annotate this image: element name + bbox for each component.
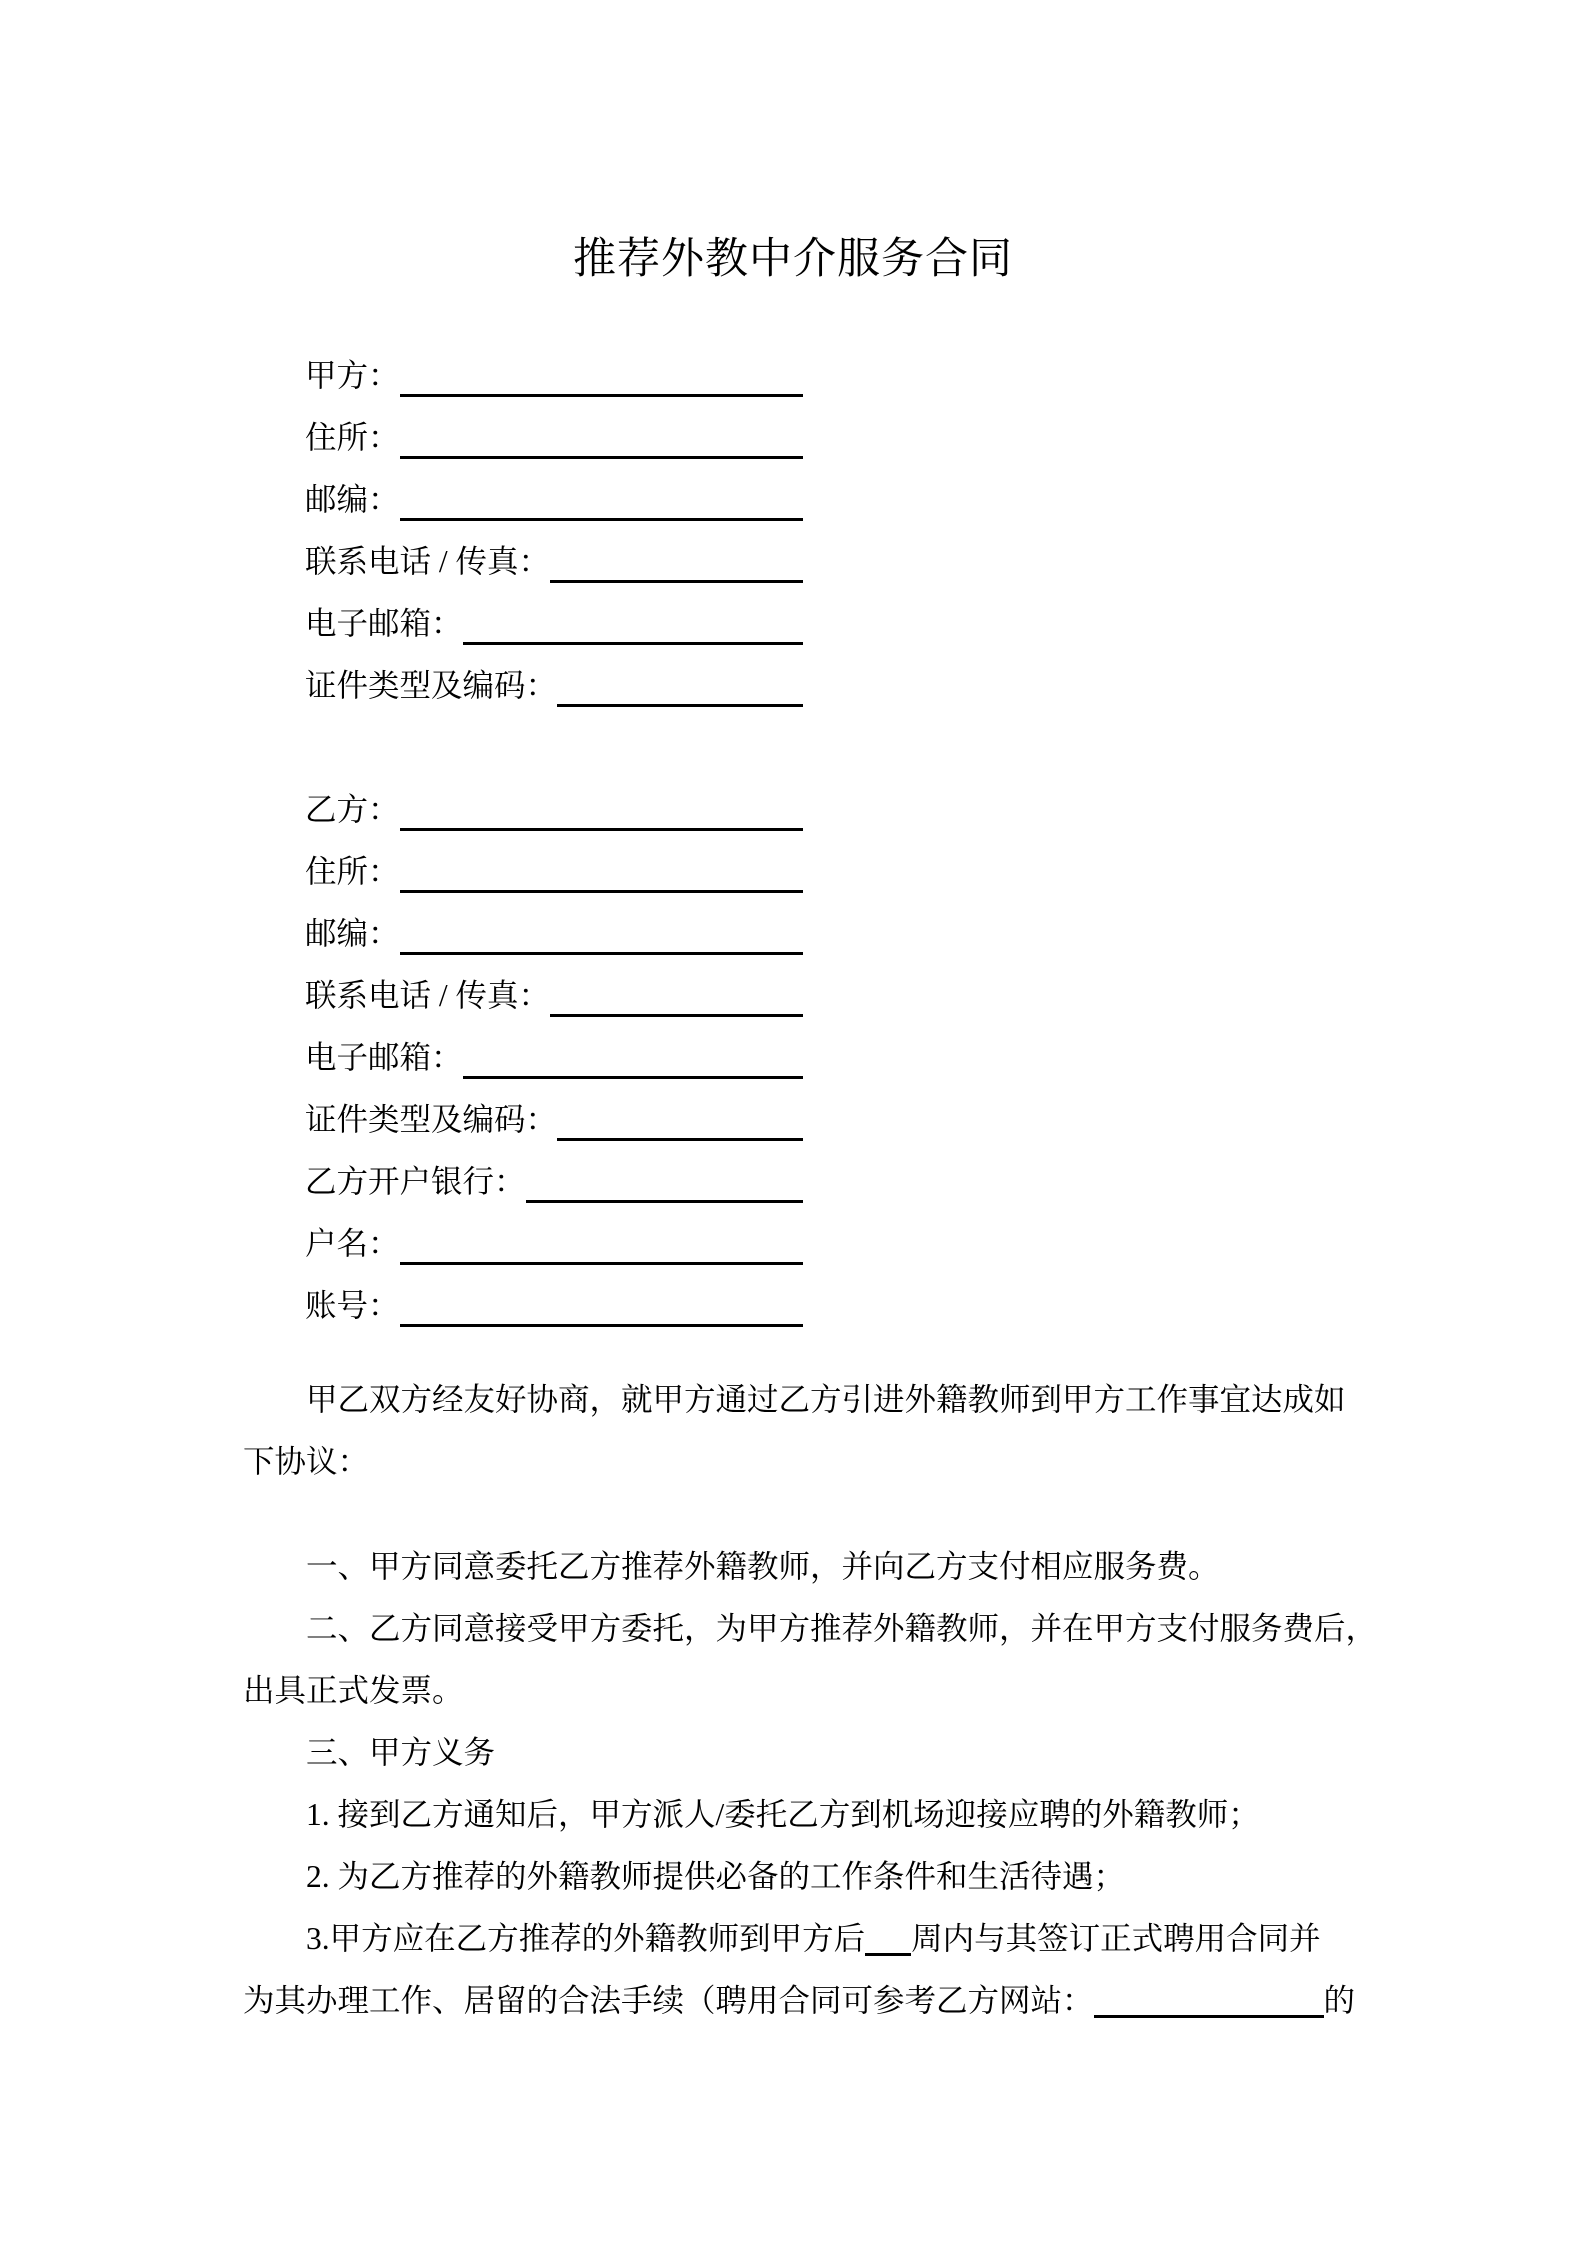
blank-underline-party-b-account-name — [400, 1213, 803, 1265]
field-row-party-b-phone-fax — [305, 965, 803, 1027]
field-label-party-b-postal-code: 邮编： — [305, 916, 400, 951]
field-label-party-a-id-type-number: 证件类型及编码： — [305, 668, 558, 703]
blank-underline-party-b-address — [400, 841, 803, 893]
field-row-party-a-postal-code — [305, 469, 803, 531]
field-label-party-b-address: 住所： — [305, 854, 400, 889]
clause-line-4 — [243, 1722, 1343, 1784]
blank-underline-party-b-postal-code — [400, 903, 803, 955]
field-label-party-a-email: 电子邮箱： — [305, 606, 463, 641]
clause-line-8 — [243, 1970, 1356, 2032]
clause-line-3 — [243, 1660, 1343, 1722]
document-title: 推荐外教中介服务合同 — [573, 236, 1013, 283]
clause-line-1 — [243, 1536, 1343, 1598]
inline-blank-underline — [865, 1908, 911, 1956]
field-row-party-b-address — [305, 841, 803, 903]
blank-underline-party-b-bank — [526, 1151, 803, 1203]
field-label-party-b-email: 电子邮箱： — [305, 1040, 463, 1075]
field-row-party-a-email — [305, 593, 803, 655]
text-run: 三、甲方义务 — [306, 1735, 496, 1770]
blank-underline-party-b-phone-fax — [550, 965, 803, 1017]
text-run: 的 — [1323, 1983, 1356, 2018]
field-row-party-b-email — [305, 1027, 803, 1089]
blank-underline-party-a-postal-code — [400, 469, 803, 521]
field-row-party-b-bank — [305, 1151, 803, 1213]
preamble-line-1 — [243, 1369, 1346, 1431]
inline-blank-underline — [1094, 1970, 1324, 2018]
field-row-party-b-postal-code — [305, 903, 803, 965]
blank-underline-party-b-email — [463, 1027, 803, 1079]
blank-underline-party-a-id-type-number — [557, 655, 803, 707]
blank-underline-party-a-phone-fax — [550, 531, 803, 583]
field-row-party-b-id-type-number — [305, 1089, 803, 1151]
field-label-party-a-name: 甲方： — [305, 358, 400, 393]
blank-underline-party-b-id-type-number — [557, 1089, 803, 1141]
clause-line-7 — [243, 1908, 1343, 1970]
field-label-party-b-bank: 乙方开户银行： — [305, 1164, 526, 1199]
text-run: 下协议： — [243, 1444, 370, 1479]
text-run: 3.甲方应在乙方推荐的外籍教师到甲方后 — [306, 1921, 866, 1956]
text-run: 二、乙方同意接受甲方委托，为甲方推荐外籍教师，并在甲方支付服务费后， — [306, 1611, 1378, 1646]
clause-line-6 — [243, 1846, 1343, 1908]
preamble-paragraph — [243, 1369, 1346, 1493]
section-gap — [0, 717, 1586, 779]
blank-underline-party-a-name — [400, 345, 803, 397]
field-row-party-b-account-number — [305, 1275, 803, 1337]
field-row-party-a-address — [305, 407, 803, 469]
blank-underline-party-b-account-number — [400, 1275, 803, 1327]
field-row-party-b-account-name — [305, 1213, 803, 1275]
party-a-fields-section — [243, 345, 803, 717]
clause-line-5 — [243, 1784, 1343, 1846]
blank-underline-party-a-email — [463, 593, 803, 645]
field-label-party-b-phone-fax: 联系电话 / 传真： — [305, 978, 551, 1013]
field-row-party-a-id-type-number — [305, 655, 803, 717]
field-label-party-b-name: 乙方： — [305, 792, 400, 827]
text-run: 一、甲方同意委托乙方推荐外籍教师，并向乙方支付相应服务费。 — [306, 1549, 1220, 1584]
text-run: 1. 接到乙方通知后，甲方派人/委托乙方到机场迎接应聘的外籍教师； — [306, 1797, 1260, 1832]
field-label-party-a-address: 住所： — [305, 420, 400, 455]
field-label-party-b-id-type-number: 证件类型及编码： — [305, 1102, 558, 1137]
field-row-party-a-name — [305, 345, 803, 407]
field-label-party-b-account-name: 户名： — [305, 1226, 400, 1261]
clause-line-2 — [243, 1598, 1378, 1660]
blank-underline-party-a-address — [400, 407, 803, 459]
blank-underline-party-b-name — [400, 779, 803, 831]
text-run: 周内与其签订正式聘用合同并 — [911, 1921, 1321, 1956]
field-label-party-a-postal-code: 邮编： — [305, 482, 400, 517]
field-row-party-a-phone-fax — [305, 531, 803, 593]
field-label-party-b-account-number: 账号： — [305, 1288, 400, 1323]
field-label-party-a-phone-fax: 联系电话 / 传真： — [305, 544, 551, 579]
text-run: 甲乙双方经友好协商，就甲方通过乙方引进外籍教师到甲方工作事宜达成如 — [306, 1382, 1346, 1417]
text-run: 2. 为乙方推荐的外籍教师提供必备的工作条件和生活待遇； — [306, 1859, 1126, 1894]
clauses-paragraphs — [243, 1536, 1378, 2032]
text-run: 为其办理工作、居留的合法手续（聘用合同可参考乙方网站： — [243, 1983, 1094, 2018]
party-b-fields-section — [243, 779, 803, 1337]
text-run: 出具正式发票。 — [243, 1673, 464, 1708]
preamble-line-2 — [243, 1431, 1343, 1493]
field-row-party-b-name — [305, 779, 803, 841]
